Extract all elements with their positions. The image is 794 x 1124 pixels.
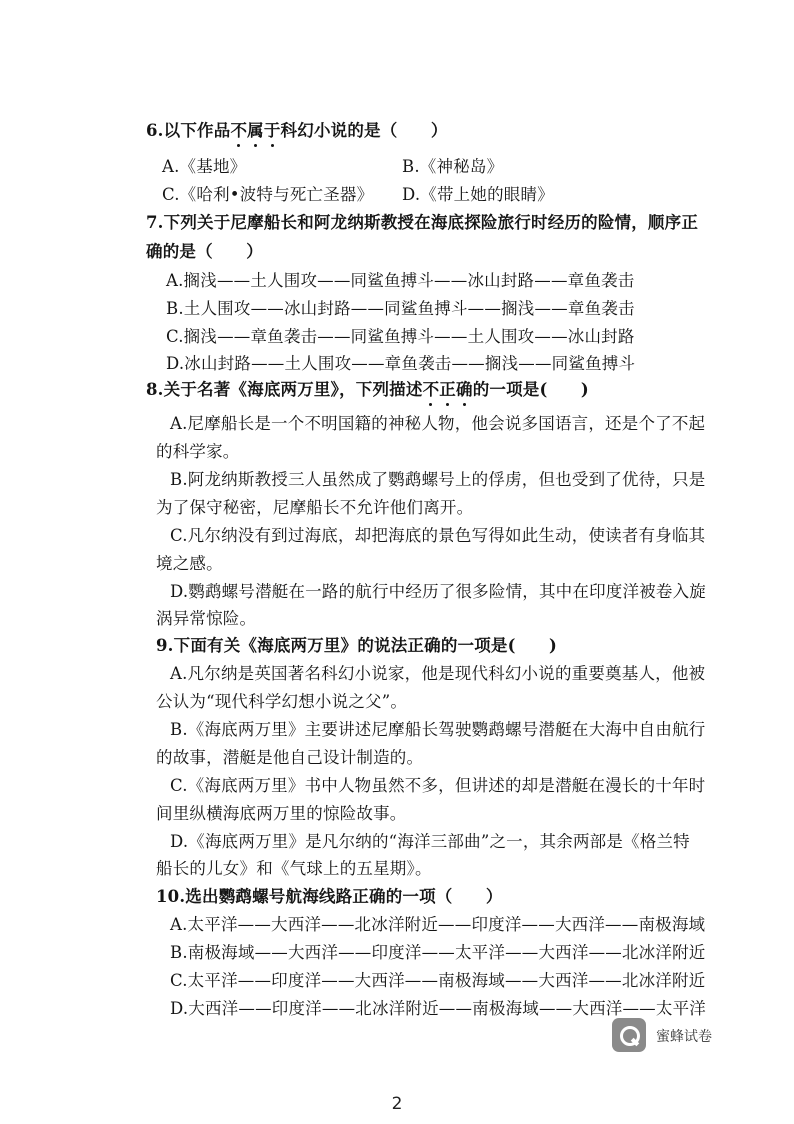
q10-option-b: B.南极海域——大西洋——印度洋——太平洋——大西洋——北冰洋附近 xyxy=(170,943,706,962)
q6-emphasis-char: 于 xyxy=(264,119,281,143)
q8-option-c-line1: C.凡尔纳没有到过海底，却把海底的景色写得如此生动，使读者有身临其 xyxy=(170,526,706,545)
q8-stem-text: 的一项是( ) xyxy=(472,380,589,399)
q8-emphasis-char: 不 xyxy=(423,378,440,402)
q7-option-d: D.冰山封路——土人围攻——章鱼袭击——搁浅——同鲨鱼搏斗 xyxy=(166,354,636,373)
q8-option-c-line2: 境之感。 xyxy=(156,554,223,573)
q6-stem-text: 科幻小说的是（ ） xyxy=(280,121,448,140)
q8-option-a-line1: A.尼摩船长是一个不明国籍的神秘人物，他会说多国语言，还是个了不起 xyxy=(170,414,706,433)
q7-option-c: C.搁浅——章鱼袭击——同鲨鱼搏斗——土人围攻——冰山封路 xyxy=(166,327,635,346)
q8-option-d-line1: D.鹦鹉螺号潜艇在一路的航行中经历了很多险情，其中在印度洋被卷入旋 xyxy=(170,582,706,601)
q8-stem-text: 8.关于名著《海底两万里》，下列描述 xyxy=(146,380,423,399)
watermark xyxy=(612,1018,722,1054)
q6-option-b: B.《神秘岛》 xyxy=(402,157,504,176)
q9-option-b-line2: 的故事，潜艇是他自己设计制造的。 xyxy=(156,748,424,767)
q10-stem: 10.选出鹦鹉螺号航海线路正确的一项（ ） xyxy=(156,887,503,906)
q8-stem xyxy=(146,378,589,402)
q8-emphasis-char: 确 xyxy=(456,378,473,402)
q6-option-d: D.《带上她的眼睛》 xyxy=(402,185,554,204)
q7-option-b: B.土人围攻——冰山封路——同鲨鱼搏斗——搁浅——章鱼袭击 xyxy=(166,299,635,318)
q10-option-a: A.太平洋——大西洋——北冰洋附近——印度洋——大西洋——南极海域 xyxy=(170,915,706,934)
q6-emphasis-char: 不 xyxy=(230,119,247,143)
watermark-text: 蜜蜂试卷 xyxy=(656,1029,712,1045)
q9-option-a-line2: 公认为“现代科学幻想小说之父”。 xyxy=(156,692,408,711)
q7-option-a: A.搁浅——土人围攻——同鲨鱼搏斗——冰山封路——章鱼袭击 xyxy=(166,271,635,290)
search-logo-icon xyxy=(612,1018,646,1052)
q6-stem xyxy=(146,119,448,143)
q10-option-d: D.大西洋——印度洋——北冰洋附近——南极海域——大西洋——太平洋 xyxy=(170,999,706,1018)
q8-emphasis-char: 正 xyxy=(439,378,456,402)
page-number: 2 xyxy=(391,1094,403,1114)
q9-option-d-line2: 船长的儿女》和《气球上的五星期》。 xyxy=(156,859,432,878)
q7-stem-line1: 7.下列关于尼摩船长和阿龙纳斯教授在海底探险旅行时经历的险情，顺序正 xyxy=(146,213,699,232)
q6-stem-text: 6.以下作品 xyxy=(146,121,231,140)
q8-option-b-line2: 为了保守秘密，尼摩船长不允许他们离开。 xyxy=(156,498,474,517)
q8-option-b-line1: B.阿龙纳斯教授三人虽然成了鹦鹉螺号上的俘虏，但也受到了优待，只是 xyxy=(170,470,706,489)
q9-option-c-line2: 间里纵横海底两万里的惊险故事。 xyxy=(156,804,407,823)
q9-option-c-line1: C.《海底两万里》书中人物虽然不多，但讲述的却是潜艇在漫长的十年时 xyxy=(170,776,706,795)
q6-emphasis-char: 属 xyxy=(247,119,264,143)
q9-option-a-line1: A.凡尔纳是英国著名科幻小说家，他是现代科幻小说的重要奠基人，他被 xyxy=(170,664,706,683)
q7-stem-line2: 确的是（ ） xyxy=(146,242,263,261)
q8-option-d-line2: 涡异常惊险。 xyxy=(156,609,257,628)
q6-option-a: A.《基地》 xyxy=(162,157,247,176)
q9-stem: 9.下面有关《海底两万里》的说法正确的一项是( ) xyxy=(156,636,558,655)
q9-option-d-line1: D.《海底两万里》是凡尔纳的“海洋三部曲”之一，其余两部是《格兰特 xyxy=(170,832,690,851)
q9-option-b-line1: B.《海底两万里》主要讲述尼摩船长驾驶鹦鹉螺号潜艇在大海中自由航行 xyxy=(170,720,706,739)
q10-option-c: C.太平洋——印度洋——大西洋——南极海域——大西洋——北冰洋附近 xyxy=(170,971,706,990)
q8-option-a-line2: 的科学家。 xyxy=(156,442,240,461)
q6-option-c: C.《哈利•波特与死亡圣器》 xyxy=(162,185,374,204)
